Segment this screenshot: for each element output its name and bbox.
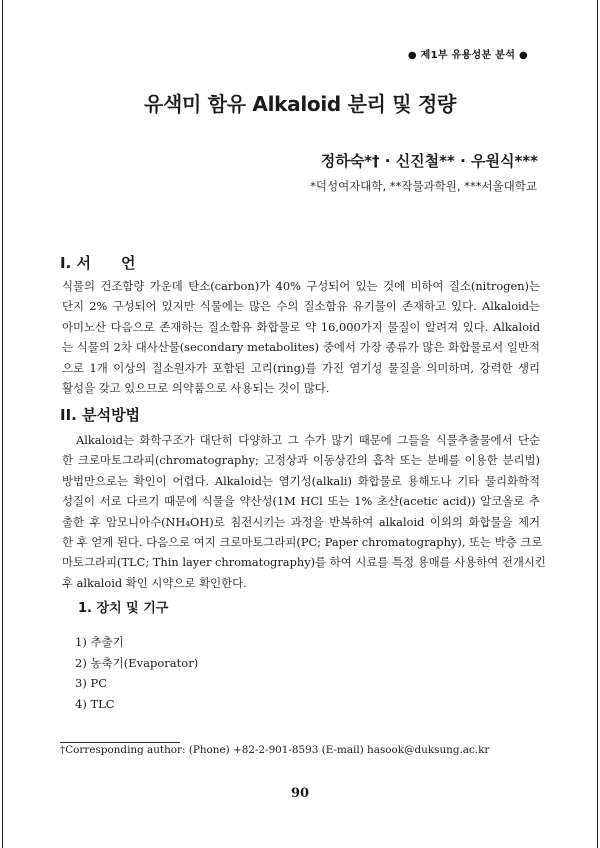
intro-line: 는 식물의 2차 대사산물(secondary metabolites) 중에서 가장 종류가 많은 화합물로서 일반적 [62, 340, 540, 355]
running-head: ● 제1부 유용성분 분석 ● [407, 50, 528, 61]
methods-line: 출한 후 암모니아수(NH₄OH)로 침전시키는 과정을 반복하여 alkaloid 이외의 화합물을 제거 [62, 514, 540, 529]
methods-line: 방법만으로는 확인이 어렵다. Alkaloid는 염기성(alkali) 화합물로 용해도나 기타 물리화학적 [62, 473, 540, 488]
intro-line: 아미노산 다음으로 존재하는 질소함유 화합물로 약 16,000가지 물질이 알려져 있다. Alkaloid [62, 319, 540, 334]
paper-title: 유색미 함유 Alkaloid 분리 및 정량 [143, 92, 456, 116]
page-left-edge [2, 0, 3, 848]
equipment-list [75, 632, 198, 714]
methods-paragraph [62, 430, 546, 593]
page-number: 90 [290, 786, 310, 801]
intro-line: 으로 1개 이상의 질소원자가 포함된 고리(ring)를 가진 염기성 물질을 의미하며, 강력한 생리 [62, 360, 540, 375]
methods-line: 한 후 얻게 된다. 다음으로 여지 크로마토그라피(PC; Paper chromatography), 또는 박층 크로 [62, 535, 543, 550]
footnote-rule [60, 742, 180, 743]
affiliations: *덕성여자대학, **작물과학원, ***서울대학교 [310, 179, 537, 193]
methods-line: 마토그라피(TLC; Thin layer chromatography)를 하여 시료를 특정 용매를 사용하여 전개시킨 [62, 555, 546, 570]
list-item: 1) 추출기 [75, 635, 124, 649]
methods-line: 성질이 서로 다르기 때문에 식물을 약산성(1M HCl 또는 1% 초산(acetic acid)) 알코올로 추 [62, 494, 540, 509]
list-item: 2) 농축기(Evaporator) [75, 655, 199, 670]
list-item: 4) TLC [75, 696, 115, 711]
list-item: 3) PC [75, 676, 107, 690]
page-right-edge [597, 0, 598, 848]
section-heading-intro: I. 서 언 [60, 254, 136, 272]
subsection-heading-equipment: 1. 장치 및 기구 [78, 601, 169, 616]
intro-line: 단지 2% 구성되어 있지만 식물에는 많은 수의 질소함유 유기물이 존재하고 있다. Alkaloid는 [62, 299, 540, 314]
methods-line: 한 크로마토그라피(chromatography; 고정상과 이동상간의 흡착 또는 분배를 이용한 분리법) [62, 453, 540, 468]
methods-line: 후 alkaloid 확인 시약으로 확인한다. [62, 575, 247, 590]
section-heading-methods: II. 분석방법 [60, 406, 141, 424]
intro-line: 활성을 갖고 있으므로 의약품으로 사용되는 것이 많다. [62, 381, 330, 396]
methods-line: Alkaloid는 화학구조가 대단히 다양하고 그 수가 많기 때문에 그들을 식물추출물에서 단순 [76, 433, 540, 447]
footnote: †Corresponding author: (Phone) +82-2-901-8593 (E-mail) hasook@duksung.ac.kr [60, 744, 490, 756]
intro-line: 식물의 건조함량 가운데 탄소(carbon)가 40% 구성되어 있는 것에 비하여 질소(nitrogen)는 [62, 279, 540, 293]
author-list: 정하숙*† · 신진철** · 우원식*** [320, 152, 538, 170]
intro-paragraph [62, 276, 540, 398]
